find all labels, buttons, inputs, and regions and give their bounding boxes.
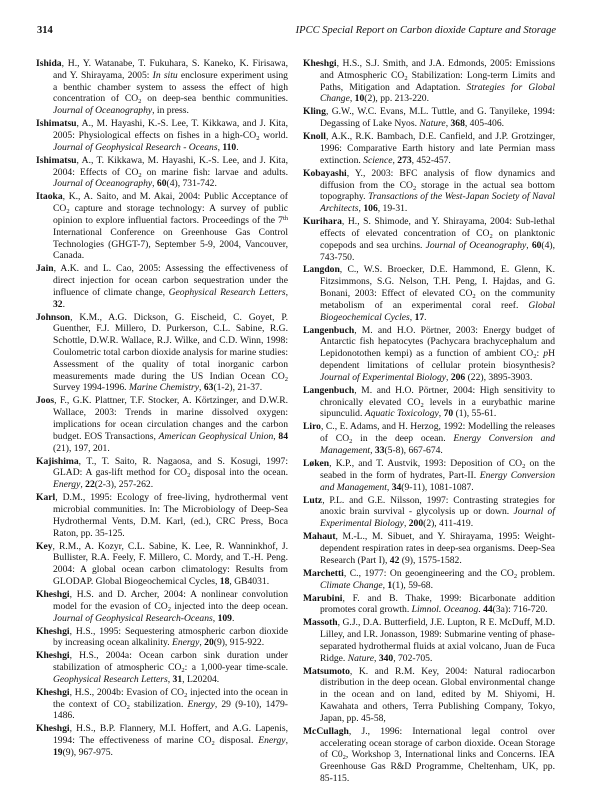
subscript: 2: [522, 462, 526, 470]
italic-text: Geophysical Research Letters: [168, 286, 286, 298]
reference-author: Marchetti: [303, 567, 344, 579]
reference-author: McCullagh: [303, 725, 349, 737]
reference-text: , H.S., S.J. Smith, and J.A. Edmonds, 2005: Emissions and Atmospheric CO: [320, 58, 555, 81]
reference-entry: [36, 395, 288, 454]
reference-entry: [303, 421, 555, 456]
reference-author: Massoth: [303, 617, 338, 629]
reference-text: ,: [217, 141, 223, 153]
reference-author: 60: [531, 239, 542, 251]
reference-author: 18: [219, 575, 230, 587]
reference-entry: [36, 541, 288, 588]
reference-text: , 702-705.: [393, 652, 433, 664]
reference-text: , H.S., B.P. Flannery, M.I. Hoffert, and A.G. Lapenis, 1994: The effectiveness of marine CO: [53, 723, 288, 747]
reference-text: ,: [167, 673, 173, 685]
reference-entry: [303, 617, 555, 664]
reference-entry: [36, 312, 288, 395]
italic-text: Journal of Experimental Biology: [320, 371, 447, 383]
reference-author: 42: [389, 554, 400, 566]
reference-text: , M. and H.O. Pörtner, 2004: High sensitivity to chronically elevated CO: [320, 384, 555, 408]
page-number: 314: [37, 25, 53, 36]
reference-text: (9), 915-922.: [213, 637, 265, 649]
reference-text: , A., M. Hayashi, K.-S. Lee, T. Kikkawa, and J. Kita, 2005: Physiological effects on fishes in a high-CO: [53, 118, 288, 141]
reference-text: (2-3), 257-262.: [94, 479, 154, 491]
reference-text: ,: [285, 735, 288, 747]
reference-text: (2), 411-419.: [423, 518, 474, 530]
reference-text: , H., Y. Watanabe, T. Fukuhara, S. Kaneko, K. Firisawa, and Y. Shirayama, 2005:: [53, 58, 288, 81]
reference-text: , H.S. and D. Archer, 2004: A nonlinear convolution model for the evasion of CO: [53, 588, 288, 612]
reference-entry: [303, 325, 555, 384]
references-right-column: [303, 58, 555, 786]
reference-author: Jain: [36, 263, 54, 275]
italic-text: Marine Chemistry: [128, 382, 200, 394]
reference-text: , A.K., R.K. Bambach, D.E. Canfield, and J.P. Grotzinger, 1996: Comparative Earth history and late Permian mass extinction.: [320, 131, 555, 166]
reference-text: .: [478, 604, 484, 616]
reference-author: Knoll: [303, 131, 326, 143]
subscript: 2: [138, 171, 142, 179]
running-title: IPCC Special Report on Carbon dioxide Capture and Storage: [295, 25, 556, 36]
reference-entry: [303, 58, 555, 105]
reference-entry: [303, 264, 555, 323]
reference-entry: [36, 626, 288, 650]
reference-text: in the deep ocean.: [352, 433, 454, 445]
reference-author: 340: [378, 652, 394, 664]
italic-text: Geophysical Research Letters: [53, 673, 168, 685]
italic-text: Energy: [187, 698, 215, 710]
reference-author: Kheshgi: [36, 686, 70, 698]
reference-author: Kling: [303, 106, 326, 118]
italic-text: Journal of Oceanography: [53, 178, 153, 190]
reference-entry: [303, 168, 555, 215]
reference-author: Langenbuch: [303, 384, 355, 396]
reference-text: : a 1,000-year time-scale.: [184, 662, 288, 674]
reference-text: levels in a eurybathic marine sipunculid.: [320, 396, 555, 420]
reference-text: Survey 1994-1996.: [53, 382, 129, 394]
reference-text: (2), pp. 213-220.: [364, 93, 429, 105]
reference-text: , H., S. Shimode, and Y. Shirayama, 2004: Sub-lethal effects of elevated concentration of CO: [320, 216, 555, 239]
reference-text: ,: [392, 154, 398, 166]
subscript: 2: [66, 208, 70, 216]
reference-author: Key: [36, 540, 53, 552]
reference-author: Langdon: [303, 264, 340, 276]
reference-text: disposal into the ocean.: [190, 467, 289, 479]
reference-text: enclosure experiment using a benthic chamber system to assess the effect of high concentration of CO: [53, 69, 288, 105]
reference-text: , in press.: [152, 105, 189, 117]
reference-text: injected into the deep ocean.: [170, 600, 288, 612]
subscript: 2: [404, 74, 408, 82]
reference-author: Kheshgi: [36, 650, 70, 662]
reference-text: on the community metabolism of an experimental coral reef.: [320, 288, 555, 311]
reference-text: , D.M., 1995: Ecology of free-living, hydrothermal vent microbial communities. In: The Microbiology of Deep-Sea Hydrothermal Vents, D.M. Karl, (ed.), CRC Press, Boca Raton, pp. 35-125.: [53, 492, 288, 539]
reference-text: (9-11), 1081-1087.: [401, 481, 474, 493]
reference-text: , 405-406.: [464, 118, 505, 130]
reference-text: capture and storage technology: A survey of public opinion to explore influential factors. Proceedings of the 7: [53, 203, 288, 226]
reference-text: , F., G.K. Plattner, T.F. Stocker, A. Körtzinger, and D.W.R. Wallace, 2003: Trends in marine dissolved oxygen: implications for ocean circulation changes and the carbon budget. EOS Transactions,: [53, 395, 288, 442]
subscript: 2: [138, 98, 142, 106]
reference-entry: [303, 131, 555, 166]
reference-entry: [303, 385, 555, 420]
italic-text: Journal of Oceanography: [53, 105, 153, 117]
reference-author: 33: [374, 445, 385, 456]
reference-text: on deep-sea benthic communities.: [141, 93, 288, 105]
reference-author: 22: [85, 479, 95, 491]
reference-author: 273: [397, 154, 412, 166]
reference-text: (22), 3895-3903.: [465, 371, 533, 383]
reference-text: (21), 197, 201.: [53, 442, 110, 454]
italic-text: Journal of Experimental Biology: [320, 506, 555, 530]
reference-author: 368: [450, 118, 465, 130]
reference-entry: [36, 589, 288, 624]
reference-author: 31: [172, 673, 183, 685]
reference-author: 200: [408, 518, 424, 530]
reference-entry: [36, 263, 288, 310]
reference-author: Liro: [303, 421, 321, 433]
reference-text: , R.M., A. Kozyr, C.L. Sabine, K. Lee, R. Wanninkhof, J. Bullister, R.A. Feely, F. Millero, C. Mordy, and T.-H. Peng. 2004: A global ocean carbon climatology: Results from GLODAP. Global Biogeochemical Cycles,: [52, 540, 288, 587]
reference-entry: [36, 687, 288, 722]
italic-text: Energy: [172, 637, 200, 649]
reference-text: , M.-L., M. Sibuet, and Y. Shirayama, 1995: Weight-dependent respiration rates in deep-sea organisms. Deep-Sea Research (Part I),: [320, 531, 555, 566]
reference-author: Marubini: [303, 592, 343, 604]
reference-text: , G.W., W.C. Evans, M.L. Tuttle, and G. Tanyileke, 1994: Degassing of Lake Nyos.: [320, 106, 555, 130]
italic-text: In situ: [152, 69, 178, 81]
reference-text: (1), 59-68.: [392, 579, 433, 591]
reference-author: 110: [222, 141, 237, 153]
reference-entry: [303, 531, 555, 566]
reference-author: 63: [203, 382, 214, 394]
reference-author: 10: [354, 93, 365, 105]
italic-text: Nature: [347, 652, 375, 664]
reference-text: , H.S., 2004a: Ocean carbon sink duration under stabilization of atmospheric CO: [53, 650, 288, 674]
reference-text: (3a): 716-720.: [492, 604, 548, 616]
reference-text: (4), 743-750.: [320, 239, 555, 263]
reference-text: ,: [382, 579, 388, 591]
reference-text: , Workshop 3, International links and Concerns. IEA Greenhouse Gas R&D Programme, Cheltenham, UK, pp. 85-115.: [320, 749, 555, 785]
subscript: 2: [342, 754, 346, 762]
italic-text: Transactions of the West-Japan Society of Naval Architects: [320, 191, 556, 215]
reference-text: , C., E. Adams, and H. Herzog, 1992: Modelling the releases of CO: [320, 421, 555, 445]
reference-entry: [36, 155, 288, 190]
reference-author: Joos: [36, 395, 55, 407]
italic-text: Strategies for Global Change: [320, 81, 556, 105]
reference-author: 20: [204, 637, 214, 649]
reference-author: Kobayashi: [303, 167, 347, 179]
subscript: 2: [211, 740, 215, 748]
italic-text: Aquatic Toxicology: [364, 408, 439, 420]
reference-text: , K.P., and T. Austvik, 1993: Deposition of CO: [329, 457, 523, 469]
reference-author: Mahaut: [303, 531, 336, 543]
reference-author: 84: [278, 430, 288, 442]
subscript: 2: [187, 472, 191, 480]
subscript: 2: [284, 375, 288, 383]
reference-text: disposal.: [214, 735, 259, 747]
reference-author: Ishida: [36, 58, 62, 69]
reference-text: ,: [386, 481, 392, 493]
reference-text: , F. and B. Thake, 1999: Bicarbonate addition promotes coral growth.: [320, 592, 555, 616]
italic-text: Energy: [258, 735, 286, 747]
reference-text: .: [231, 612, 235, 624]
reference-text: , H.S., 2004b: Evasion of CO: [69, 686, 185, 698]
reference-author: 32: [53, 298, 63, 310]
reference-entry: [36, 118, 288, 153]
subscript: 2: [420, 401, 424, 409]
italic-text: Limnol. Oceanog: [411, 604, 479, 616]
reference-text: , K. and R.M. Key, 2004: Natural radiocarbon distribution in the deep ocean. Global environmental change in the ocean and on land, edited by M. Shiyomi, H. Kawahata and others, Terra Publishing Company, Tokyo, Japan, pp. 45-58,: [320, 665, 555, 724]
reference-entry: [303, 495, 555, 530]
reference-author: Kheshgi: [303, 58, 337, 69]
reference-text: ,: [403, 518, 409, 530]
reference-text: world.: [259, 129, 288, 141]
reference-text: , M. and H.O. Pörtner, 2003: Energy budget of Antarctic fish hepatocytes (Pachycara brachycephalum and Lepidonotothen kempi) as a function of ambient CO: [320, 324, 555, 360]
reference-text: (9), 967-975.: [62, 747, 113, 759]
reference-author: 70: [443, 408, 454, 420]
reference-text: , Y., 2003: BFC analysis of flow dynamics and diffusion from the CO: [320, 167, 555, 191]
reference-text: ,: [285, 286, 288, 298]
italic-text: American Geophysical Union: [158, 430, 274, 442]
italic-text: Journal of Oceanography: [425, 239, 527, 251]
reference-entry: [303, 593, 555, 617]
reference-text: ,: [409, 311, 415, 323]
italic-text: Science: [363, 154, 393, 166]
reference-author: 44: [483, 604, 493, 616]
reference-entry: [303, 106, 555, 130]
reference-author: Kheshgi: [36, 723, 70, 735]
reference-author: Ishimatsu: [36, 154, 77, 166]
reference-author: Matsumoto: [303, 665, 350, 677]
reference-text: .: [236, 141, 239, 153]
references-left-column: [36, 58, 288, 760]
reference-text: stabilization.: [129, 698, 188, 710]
reference-text: ,: [526, 239, 532, 251]
italic-text: Climate Change: [320, 579, 383, 591]
reference-author: Langenbuch: [303, 324, 355, 336]
reference-author: Lutz: [303, 494, 323, 506]
superscript: th: [282, 214, 288, 222]
reference-entry: [36, 650, 288, 685]
reference-text: ,: [370, 445, 375, 456]
italic-text: Energy Conversion and Management: [320, 469, 555, 493]
reference-entry: [36, 58, 288, 117]
reference-text: , 19-31.: [377, 203, 408, 215]
reference-text: ,: [80, 479, 86, 491]
reference-text: Stabilization: Long-term Limits and Paths, Mitigation and Adaptation.: [320, 69, 555, 93]
italic-text: Nature: [419, 118, 446, 130]
reference-text: , L20204.: [182, 673, 220, 685]
reference-entry: [36, 723, 288, 758]
subscript: 2: [126, 703, 130, 711]
reference-entry: [36, 456, 288, 491]
reference-author: 19: [53, 747, 63, 759]
reference-author: Ishimatsu: [36, 118, 77, 130]
reference-entry: [303, 216, 555, 263]
reference-author: 206: [450, 371, 466, 383]
reference-entry: [303, 726, 555, 785]
reference-text: ,: [374, 652, 379, 664]
subscript: 2: [167, 605, 171, 613]
reference-text: , C., 1977: On geoengineering and the CO: [343, 567, 514, 579]
subscript: 2: [513, 572, 518, 580]
reference-text: , C., W.S. Broecker, D.E. Hammond, E. Glenn, K. Fitzsimmons, S.G. Nelson, T.H. Peng, I. Hajdas, and G. Bonani, 2003: Effect of elevated CO: [320, 264, 555, 300]
reference-text: (5-8), 667-674.: [384, 445, 443, 456]
reference-text: problem.: [517, 567, 555, 579]
reference-author: 106: [363, 203, 378, 215]
reference-entry: [36, 191, 288, 262]
reference-text: ,: [212, 612, 218, 624]
reference-text: , GB4031.: [229, 575, 270, 587]
reference-author: 109: [217, 612, 232, 624]
reference-author: Kheshgi: [36, 588, 70, 600]
reference-text: International Conference on Greenhouse Gas Control Technologies (GHGT-7), September 5-9, 2004, Vancouver, Canada.: [53, 226, 288, 262]
reference-author: Løken: [303, 457, 330, 469]
italic-text: p: [543, 348, 549, 360]
reference-text: , 452-457.: [411, 154, 451, 166]
reference-author: Itaoka: [36, 191, 63, 203]
reference-author: Johnson: [36, 311, 71, 323]
italic-text: Global Biogeochemical Cycles: [320, 299, 555, 323]
italic-text: Journal of Geophysical Research-Oceans: [53, 612, 213, 624]
reference-text: , P.L. and G.E. Nilsson, 1997: Contrasting strategies for anoxic brain survival - glycolysis up or down.: [320, 494, 555, 518]
reference-author: 60: [156, 178, 167, 190]
reference-text: , T., T. Saito, R. Nagaosa, and S. Kosugi, 1997: GLAD: A gas-lift method for CO: [53, 455, 288, 479]
subscript: 2: [349, 438, 353, 446]
reference-author: 1: [387, 579, 393, 591]
subscript: 2: [256, 134, 260, 142]
reference-entry: [303, 666, 555, 725]
subscript: 2: [181, 667, 185, 675]
reference-text: ,: [199, 382, 204, 394]
reference-entry: [303, 568, 555, 592]
reference-text: .: [424, 311, 427, 323]
reference-text: injected into the ocean in the context of CO: [53, 686, 288, 710]
subscript: 2: [472, 293, 476, 301]
subscript: 2: [184, 691, 188, 699]
reference-text: ,: [199, 637, 205, 649]
reference-text: ,: [273, 430, 279, 442]
reference-author: Kurihara: [303, 216, 342, 228]
italic-text: Energy: [53, 479, 81, 491]
reference-text: H dependent limitations of cellular protein biosynthesis?: [320, 348, 555, 372]
reference-author: Kajishima: [36, 455, 79, 467]
reference-text: , G.J., D.A. Butterfield, J.E. Lupton, R E. McDuff, M.D. Lilley, and I.R. Jonasson, 1989: Submarine venting of phase-separated hydrothermal fluids at axial volcano, Juan de Fuca Ridge.: [320, 617, 555, 664]
reference-text: :: [536, 348, 544, 360]
reference-text: , 29 (9-10), 1479-1486.: [53, 698, 288, 722]
reference-text: (9), 1575-1582.: [399, 554, 462, 566]
italic-text: Energy Conversion and Management: [320, 433, 555, 456]
italic-text: Journal of Geophysical Research - Oceans: [53, 141, 218, 153]
reference-text: ,: [358, 203, 364, 215]
reference-author: 17: [414, 311, 425, 323]
reference-text: , K., A. Saito, and M. Akai, 2004: Public Acceptance of CO: [53, 191, 288, 215]
reference-text: (1-2), 21-37.: [213, 382, 263, 394]
reference-text: ,: [152, 178, 157, 190]
subscript: 2: [533, 353, 537, 361]
reference-text: , H.S., 1995: Sequestering atmospheric carbon dioxide by increasing ocean alkalinity.: [53, 625, 288, 649]
reference-text: on the seabed in the form of hydrates, Part-II.: [320, 457, 555, 481]
subscript: 2: [489, 232, 493, 240]
reference-entry: [303, 458, 555, 493]
reference-text: storage in the actual sea bottom topography.: [320, 179, 555, 203]
reference-text: , J., 1996: International legal control over accelerating ocean storage of carbon dioxide. Ocean Storage of C0: [320, 725, 555, 761]
reference-entry: [36, 492, 288, 539]
reference-text: , K.M., A.G. Dickson, G. Eischeid, C. Goyet, P. Guenther, F.J. Millero, D. Purkerson, C.L. Sabine, R.G. Schottle, D.W.R. Wallace, R.J. Wilke, and C.D. Winn, 1998: Coulometric total carbon dioxide analysis for marine studies: Assessment of the quality of total inorganic carbon measurements made during the US Indian Ocean CO: [53, 311, 288, 382]
reference-text: , A., T. Kikkawa, M. Hayashi, K.-S. Lee, and J. Kita, 2004: Effects of CO: [53, 154, 288, 178]
reference-author: Kheshgi: [36, 625, 70, 637]
reference-author: 34: [391, 481, 402, 493]
reference-text: on marine fish: larvae and adults.: [141, 166, 289, 178]
reference-author: Karl: [36, 492, 56, 504]
reference-text: ,: [445, 118, 451, 130]
reference-text: ,: [349, 93, 355, 105]
reference-text: ,: [438, 408, 444, 420]
subscript: 2: [412, 184, 417, 192]
reference-text: (4), 731-742.: [166, 178, 217, 190]
reference-text: (1), 55-61.: [453, 408, 497, 420]
reference-text: , A.K. and L. Cao, 2005: Assessing the effectiveness of direct injection for ocean carbon sequestration under the influence of climate change,: [53, 263, 288, 298]
reference-text: ,: [446, 371, 451, 383]
reference-text: on planktonic copepods and sea urchins.: [320, 227, 556, 251]
reference-text: .: [62, 298, 65, 310]
